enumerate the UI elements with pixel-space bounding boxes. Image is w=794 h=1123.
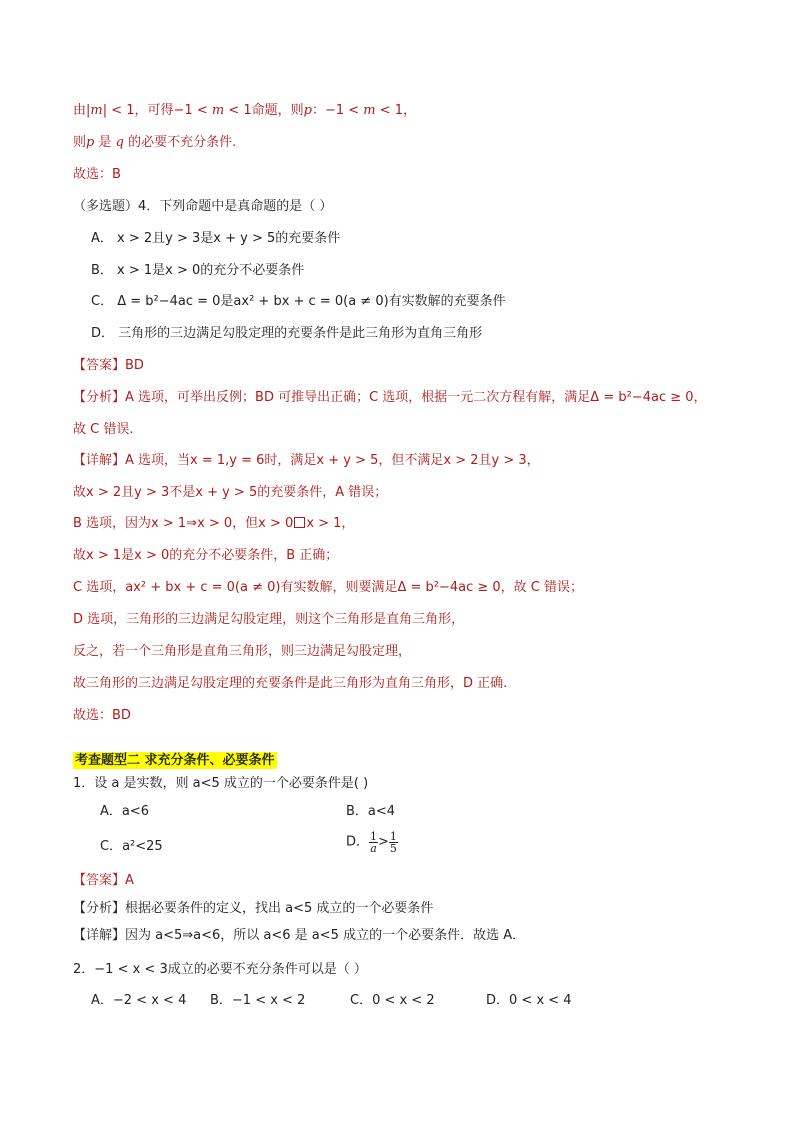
- question-2-option-d: D．0 < x < 4: [486, 993, 572, 1008]
- detail-line-3: B 选项，因为x > 1⇒x > 0，但x > 0 x > 1，: [73, 516, 355, 531]
- question-1-option-c: C．a²<25: [100, 839, 163, 854]
- question-1-option-a: A．a<6: [100, 804, 150, 819]
- question-4-option-c: C． Δ = b²−4ac = 0是ax² + bx + c = 0(a ≠ 0)有实数解的充要条件: [91, 294, 506, 309]
- analysis-line-1: 【分析】A 选项，可举出反例；BD 可推导出正确；C 选项，根据一元二次方程有解，满足Δ = b²−4ac ≥ 0，: [73, 390, 707, 405]
- detail-line-2: 故x > 2且y > 3不是x + y > 5的充要条件，A 错误；: [73, 485, 388, 500]
- question-1-stem: 1．设 a 是实数，则 a<5 成立的一个必要条件是( ): [73, 776, 369, 791]
- question-1-option-d: D． $\frac{1}{a}$ > $\frac{1}{5}$: [346, 830, 397, 855]
- q1-detail-line: 【详解】因为 a<5⇒a<6，所以 a<6 是 a<5 成立的一个必要条件．故选 A．: [73, 928, 526, 943]
- question-2-stem: 2．−1 < x < 3成立的必要不充分条件可以是（ ）: [73, 962, 367, 977]
- solution-line-1: 由|m| < 1，可得−1 < m < 1命题，则p：−1 < m < 1，: [73, 103, 417, 118]
- choice-line-2: 故选：BD: [73, 708, 131, 723]
- solution-line-2: 则p 是 q 的必要不充分条件.: [73, 135, 237, 150]
- question-4-option-a: A． x > 2且y > 3是x + y > 5的充要条件: [91, 231, 341, 246]
- analysis-line-2: 故 C 错误.: [73, 422, 134, 437]
- question-1-option-b: B．a<4: [346, 804, 396, 819]
- section-heading: 考查题型二 求充分条件、必要条件: [75, 753, 275, 768]
- detail-line-5: C 选项，ax² + bx + c = 0(a ≠ 0)有实数解，则要满足Δ = b²−4ac ≥ 0，故 C 错误；: [73, 580, 584, 595]
- question-4-option-b: B． x > 1是x > 0的充分不必要条件: [91, 263, 305, 278]
- question-2-option-a: A．−2 < x < 4: [91, 993, 187, 1008]
- not-implies-symbol: [294, 517, 305, 528]
- detail-line-7: 反之，若一个三角形是直角三角形，则三边满足勾股定理，: [73, 644, 412, 659]
- q1-answer-line: 【答案】A: [73, 873, 134, 888]
- question-2-option-b: B．−1 < x < 2: [210, 993, 306, 1008]
- detail-line-8: 故三角形的三边满足勾股定理的充要条件是此三角形为直角三角形，D 正确.: [73, 676, 508, 691]
- question-4-option-d: D． 三角形的三边满足勾股定理的充要条件是此三角形为直角三角形: [91, 326, 483, 341]
- q1-analysis-line: 【分析】根据必要条件的定义，找出 a<5 成立的一个必要条件: [73, 901, 434, 916]
- answer-line: 【答案】BD: [73, 358, 144, 373]
- detail-line-1: 【详解】A 选项，当x = 1,y = 6时，满足x + y > 5，但不满足x > 2且y > 3，: [73, 453, 540, 468]
- detail-line-6: D 选项，三角形的三边满足勾股定理，则这个三角形是直角三角形，: [73, 612, 465, 627]
- question-4-stem: （多选题）4．下列命题中是真命题的是（ ）: [73, 199, 333, 214]
- detail-line-4: 故x > 1是x > 0的充分不必要条件，B 正确；: [73, 548, 339, 563]
- question-2-option-c: C．0 < x < 2: [350, 993, 435, 1008]
- choice-line: 故选：B: [73, 167, 121, 182]
